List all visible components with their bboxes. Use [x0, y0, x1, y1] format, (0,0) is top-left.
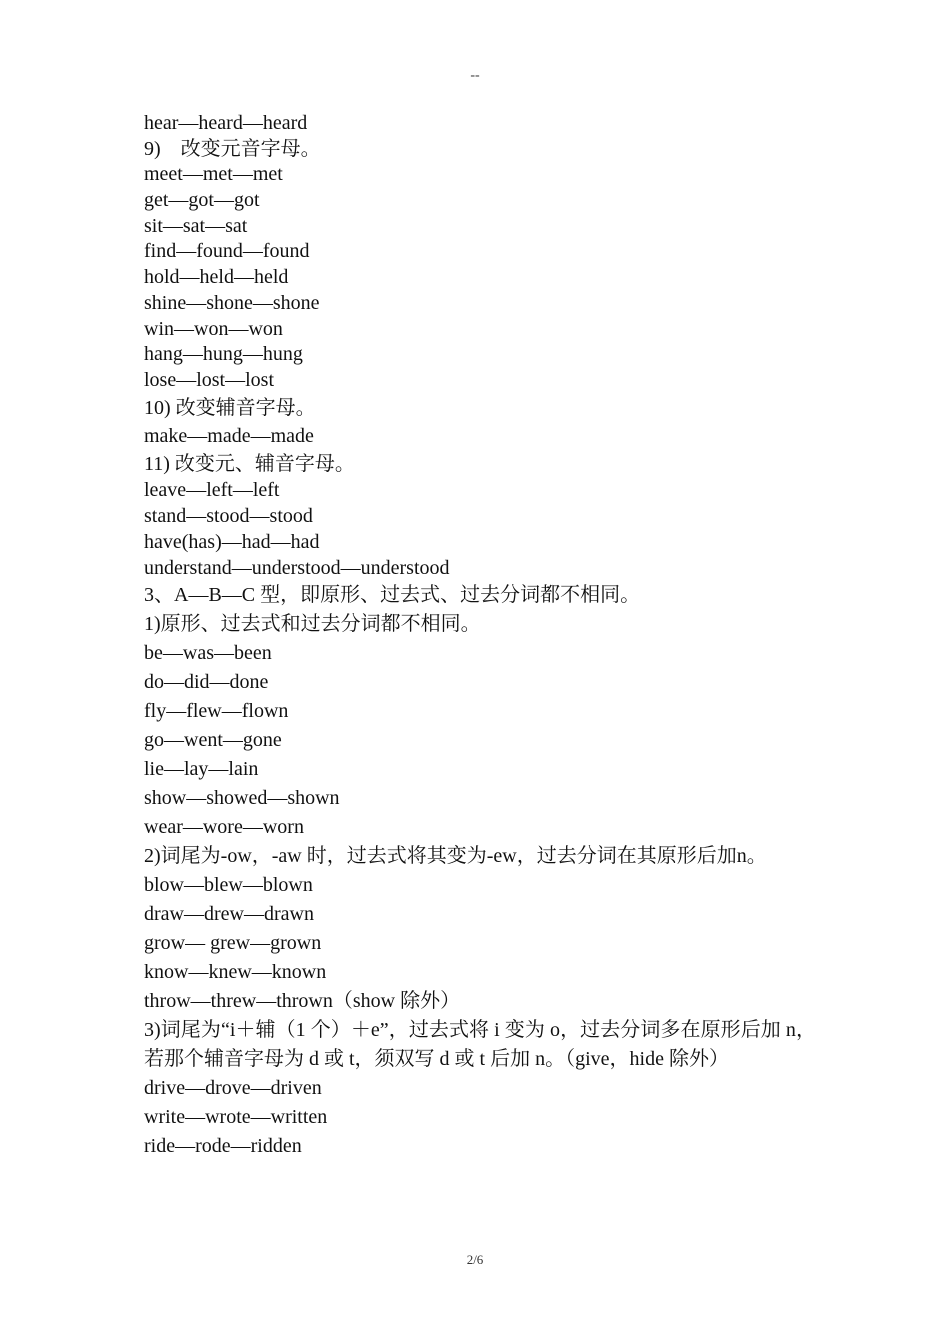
verb-forms-line: know—knew—known [144, 961, 327, 984]
verb-forms-line: go—went—gone [144, 729, 282, 752]
section-heading: 3、A—B—C 型，即原形、过去式、过去分词都不相同。 [144, 584, 641, 607]
section-heading: 9) 改变元音字母。 [144, 137, 321, 160]
verb-forms-line: meet—met—met [144, 163, 283, 186]
verb-forms-line: lose—lost—lost [144, 368, 275, 391]
verb-forms-line: understand—understood—understood [144, 556, 450, 579]
verb-forms-line: stand—stood—stood [144, 505, 313, 528]
verb-forms-line: win—won—won [144, 317, 283, 340]
verb-forms-line: hang—hung—hung [144, 343, 303, 366]
page-header: -- [470, 68, 480, 83]
verb-forms-line: have(has)—had—had [144, 530, 320, 553]
verb-forms-line: write—wrote—written [144, 1106, 328, 1129]
page-number: 2/6 [466, 1252, 484, 1267]
verb-forms-line: find—found—found [144, 240, 310, 263]
verb-forms-line: hear—heard—heard [144, 112, 308, 134]
document-body [144, 111, 816, 1161]
verb-forms-line: wear—wore—worn [144, 816, 304, 839]
rule-paragraph: 3)词尾为“i＋辅（1 个）＋e”，过去式将 i 变为 o，过去分词多在原形后加 n，若那个辅音字母为 d 或 t，须双写 d 或 t 后加 n。（give，hide 除外） [144, 1019, 816, 1071]
verb-forms-line: hold—held—held [144, 266, 289, 289]
section-heading: 11) 改变元、辅音字母。 [144, 453, 355, 476]
verb-forms-line: grow— grew—grown [144, 932, 322, 955]
section-heading: 1)原形、过去式和过去分词都不相同。 [144, 613, 481, 636]
verb-forms-line: sit—sat—sat [144, 214, 248, 237]
verb-forms-line: throw—threw—thrown（show 除外） [144, 990, 461, 1013]
section-heading: 10) 改变辅音字母。 [144, 396, 316, 419]
verb-forms-line: draw—drew—drawn [144, 903, 314, 926]
verb-forms-line: drive—drove—driven [144, 1077, 322, 1100]
rule-paragraph: 2)词尾为-ow，-aw 时，过去式将其变为-ew，过去分词在其原形后加n。 [144, 845, 767, 868]
verb-forms-line: leave—left—left [144, 479, 280, 502]
verb-forms-line: get—got—got [144, 189, 260, 212]
verb-forms-line: do—did—done [144, 671, 269, 694]
verb-forms-line: be—was—been [144, 642, 272, 665]
verb-forms-line: show—showed—shown [144, 787, 340, 810]
verb-forms-line: fly—flew—flown [144, 700, 289, 723]
verb-forms-line: shine—shone—shone [144, 291, 320, 314]
verb-forms-line: blow—blew—blown [144, 874, 313, 897]
verb-forms-line: ride—rode—ridden [144, 1135, 302, 1158]
verb-forms-line: lie—lay—lain [144, 758, 259, 781]
verb-forms-line: make—made—made [144, 424, 314, 447]
